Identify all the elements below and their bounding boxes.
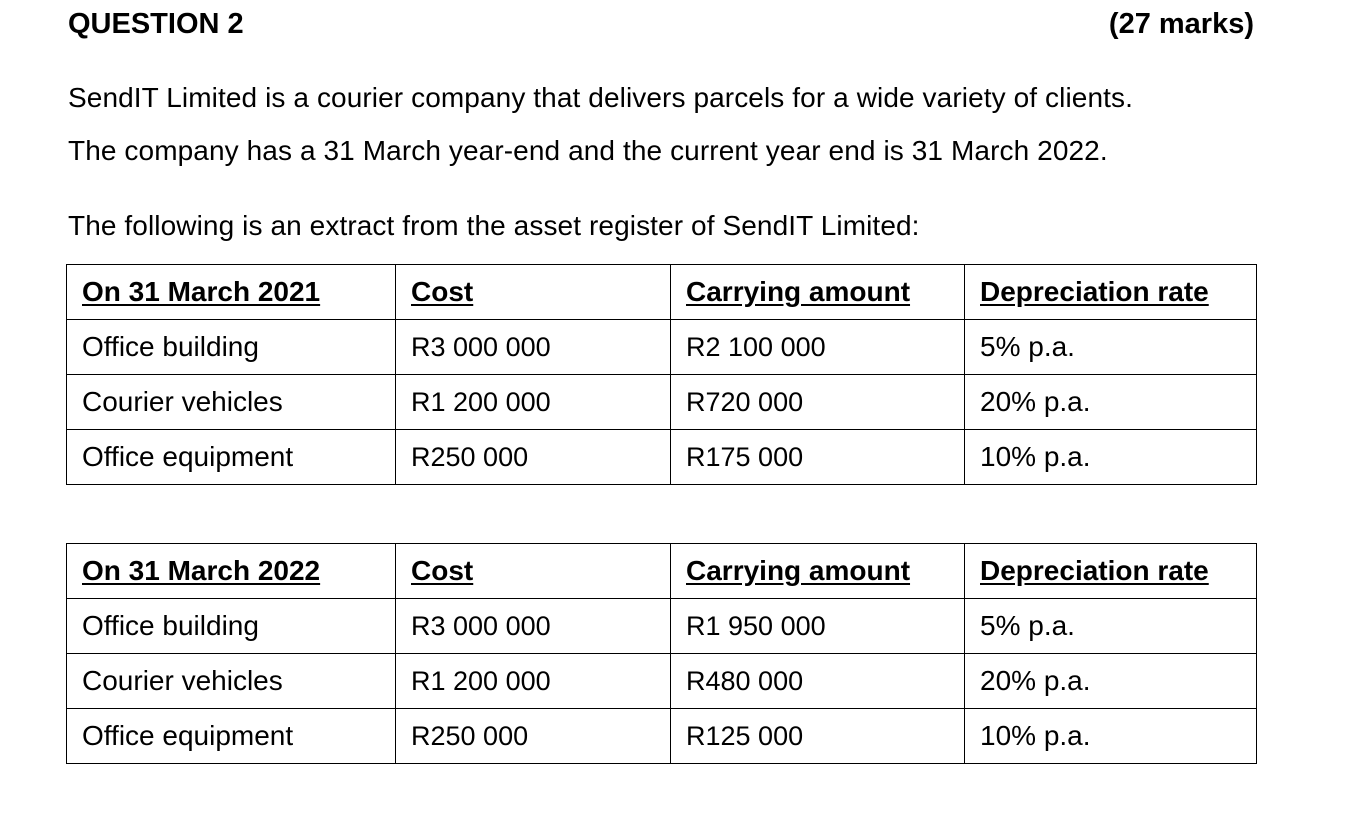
question-title: QUESTION 2 <box>68 7 244 40</box>
question-marks: (27 marks) <box>1108 7 1254 40</box>
asset-register-table-2021 <box>66 264 1257 485</box>
asset-name: Courier vehicles <box>67 654 396 709</box>
column-header-date: On 31 March 2021 <box>67 265 396 320</box>
asset-name: Office equipment <box>67 709 396 764</box>
asset-cost: R250 000 <box>396 430 671 485</box>
asset-depreciation-rate: 10% p.a. <box>965 709 1257 764</box>
asset-depreciation-rate: 5% p.a. <box>965 599 1257 654</box>
table-header-row <box>67 265 1257 320</box>
asset-name: Courier vehicles <box>67 375 396 430</box>
intro-paragraph-line-1: SendIT Limited is a courier company that delivers parcels for a wide variety of clients. <box>68 82 1133 113</box>
asset-depreciation-rate: 20% p.a. <box>965 654 1257 709</box>
column-header-carrying-amount: Carrying amount <box>671 265 965 320</box>
table-header-row <box>67 544 1257 599</box>
asset-carrying-amount: R1 950 000 <box>671 599 965 654</box>
asset-cost: R3 000 000 <box>396 599 671 654</box>
asset-carrying-amount: R125 000 <box>671 709 965 764</box>
asset-register-intro: The following is an extract from the asset register of SendIT Limited: <box>68 210 920 241</box>
asset-name: Office equipment <box>67 430 396 485</box>
asset-name: Office building <box>67 599 396 654</box>
asset-name: Office building <box>67 320 396 375</box>
table-row <box>67 709 1257 764</box>
asset-depreciation-rate: 20% p.a. <box>965 375 1257 430</box>
column-header-cost: Cost <box>396 265 671 320</box>
asset-carrying-amount: R720 000 <box>671 375 965 430</box>
question-header <box>68 4 1254 44</box>
asset-register-table-2022 <box>66 543 1257 764</box>
asset-carrying-amount: R175 000 <box>671 430 965 485</box>
table-row <box>67 320 1257 375</box>
column-header-date: On 31 March 2022 <box>67 544 396 599</box>
table-row <box>67 654 1257 709</box>
table-row <box>67 375 1257 430</box>
asset-cost: R250 000 <box>396 709 671 764</box>
asset-depreciation-rate: 10% p.a. <box>965 430 1257 485</box>
intro-paragraph-line-2: The company has a 31 March year-end and the current year end is 31 March 2022. <box>68 135 1108 166</box>
column-header-depreciation-rate: Depreciation rate <box>965 544 1257 599</box>
asset-cost: R1 200 000 <box>396 654 671 709</box>
asset-cost: R1 200 000 <box>396 375 671 430</box>
column-header-cost: Cost <box>396 544 671 599</box>
asset-carrying-amount: R2 100 000 <box>671 320 965 375</box>
table-row <box>67 430 1257 485</box>
column-header-depreciation-rate: Depreciation rate <box>965 265 1257 320</box>
table-row <box>67 599 1257 654</box>
asset-carrying-amount: R480 000 <box>671 654 965 709</box>
column-header-carrying-amount: Carrying amount <box>671 544 965 599</box>
asset-depreciation-rate: 5% p.a. <box>965 320 1257 375</box>
asset-cost: R3 000 000 <box>396 320 671 375</box>
